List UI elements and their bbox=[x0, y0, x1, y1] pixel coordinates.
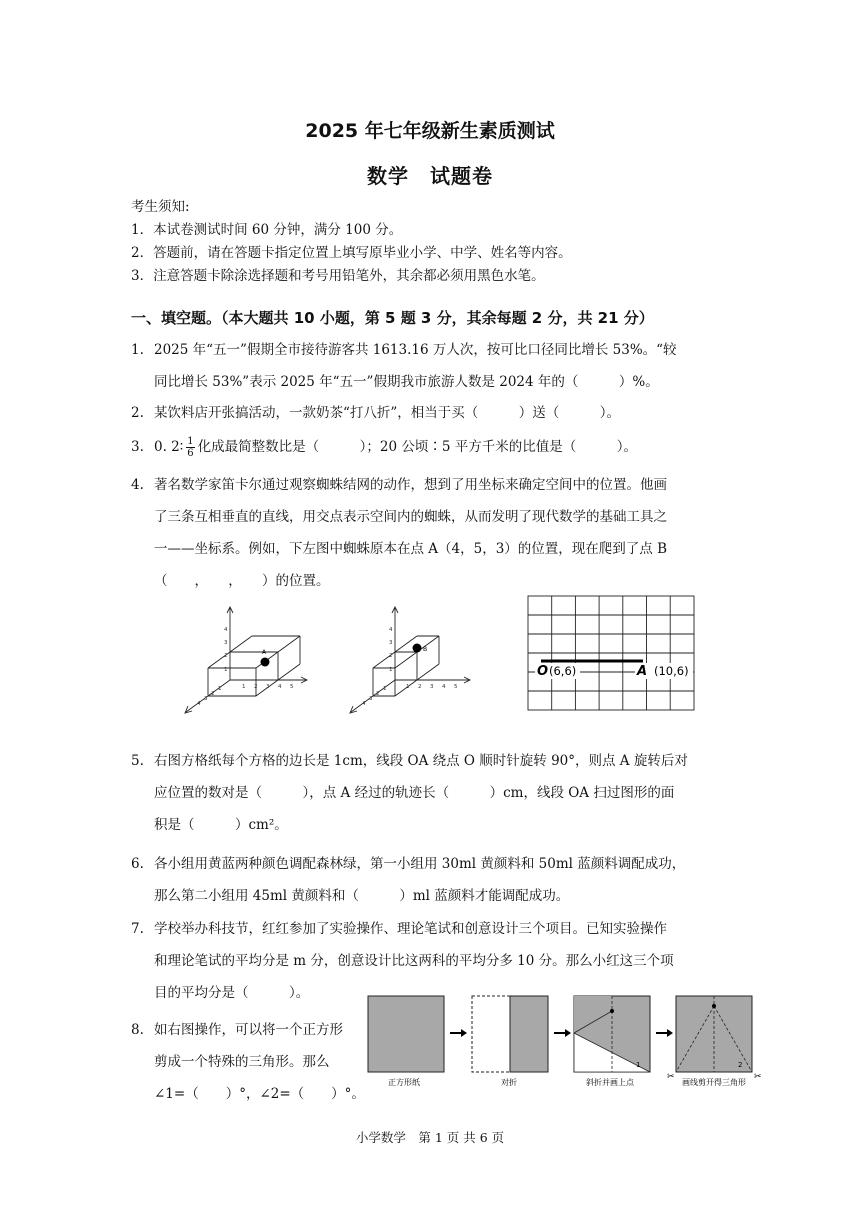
point-b-label: B bbox=[423, 646, 428, 653]
ratio-suffix: 化成最简整数比是（ ）；20 公顷∶5 平方千米的比值是（ ）。 bbox=[197, 439, 638, 455]
question-8 bbox=[131, 1014, 371, 1110]
question-text: 了三条互相垂直的直线，用交点表示空间内的蜘蛛，从而发明了现代数学的基础工具之 bbox=[154, 509, 667, 525]
exam-subtitle: 数学 试题卷 bbox=[367, 164, 493, 188]
question-6 bbox=[131, 848, 736, 912]
svg-text:4: 4 bbox=[442, 684, 446, 690]
arrow-icon bbox=[667, 1029, 673, 1037]
question-4 bbox=[131, 469, 736, 597]
question-2 bbox=[131, 397, 736, 429]
svg-text:2: 2 bbox=[389, 653, 393, 659]
question-text: 剪成一个特殊的三角形。那么 bbox=[154, 1054, 330, 1070]
ratio-prefix: 0. 2∶ bbox=[154, 439, 184, 455]
angle-2-label: 2 bbox=[738, 1061, 743, 1069]
question-1 bbox=[131, 334, 736, 398]
scissors-icon: ✂ bbox=[667, 1072, 675, 1082]
notice-item: 2．答题前，请在答题卡指定位置上填写原毕业小学、中学、姓名等内容。 bbox=[131, 245, 572, 261]
svg-text:2: 2 bbox=[418, 684, 422, 690]
question-number: 7. bbox=[131, 921, 144, 937]
question-text: 学校举办科技节，红红参加了实验操作、理论笔试和创意设计三个项目。已知实验操作 bbox=[154, 921, 667, 937]
question-text: 某饮料店开张搞活动，一款奶茶“打八折”，相当于买（ ）送（ ）。 bbox=[154, 405, 621, 421]
svg-text:4: 4 bbox=[362, 701, 366, 707]
angle-1-label: 1 bbox=[636, 1061, 641, 1069]
svg-text:1: 1 bbox=[383, 686, 387, 692]
question-text: 目的平均分是（ ）。 bbox=[154, 985, 310, 1001]
question-5 bbox=[131, 745, 736, 841]
svg-text:2: 2 bbox=[254, 684, 258, 690]
question-number: 2. bbox=[131, 405, 144, 421]
svg-text:4: 4 bbox=[197, 701, 201, 707]
step-caption: 正方形纸 bbox=[388, 1078, 420, 1087]
question-text: 和理论笔试的平均分是 m 分，创意设计比这两科的平均分多 10 分。那么小红这三个项 bbox=[154, 953, 674, 969]
arrow-icon bbox=[565, 1029, 571, 1037]
question-number: 6. bbox=[131, 856, 144, 872]
question-number: 5. bbox=[131, 753, 144, 769]
step-caption: 画线剪开得三角形 bbox=[682, 1078, 746, 1087]
question-text: 一——坐标系。例如，下左图中蜘蛛原本在点 A（4，5，3）的位置，现在爬到了点 B bbox=[154, 541, 668, 557]
question-text: 2025 年“五一”假期全市接待游客共 1613.16 万人次，按可比口径同比增长 53%。“较 bbox=[154, 342, 677, 358]
point-o-coord: (6,6) bbox=[549, 664, 577, 678]
arrow-icon bbox=[461, 1029, 467, 1037]
question-text: 著名数学家笛卡尔通过观察蜘蛛结网的动作，想到了用坐标来确定空间中的位置。他画 bbox=[154, 477, 667, 493]
svg-text:3: 3 bbox=[430, 684, 434, 690]
svg-text:1: 1 bbox=[389, 667, 393, 673]
step-caption: 对折 bbox=[501, 1078, 517, 1087]
notice-item: 1．本试卷测试时间 60 分钟，满分 100 分。 bbox=[131, 222, 403, 238]
svg-text:3: 3 bbox=[204, 696, 208, 702]
svg-text:4: 4 bbox=[224, 627, 228, 633]
fraction bbox=[186, 436, 194, 459]
question-text: 那么第二小组用 45ml 黄颜料和（ ）ml 蓝颜料才能调配成功。 bbox=[154, 888, 570, 904]
scissors-icon: ✂ bbox=[754, 1072, 762, 1082]
question-number: 1. bbox=[131, 342, 144, 358]
svg-text:1: 1 bbox=[406, 684, 410, 690]
exam-title: 2025 年七年级新生素质测试 bbox=[305, 120, 555, 142]
svg-text:1: 1 bbox=[218, 686, 222, 692]
step-caption: 斜折并画上点 bbox=[586, 1078, 634, 1087]
svg-text:1: 1 bbox=[224, 667, 228, 673]
svg-text:2: 2 bbox=[376, 691, 380, 697]
svg-text:3: 3 bbox=[369, 696, 373, 702]
question-number: 4. bbox=[131, 477, 144, 493]
point-b bbox=[413, 644, 422, 653]
point-a-label: A bbox=[637, 664, 648, 679]
square-paper bbox=[368, 996, 444, 1072]
section-heading: 一、填空题。（本大题共 10 小题，第 5 题 3 分，其余每题 2 分，共 21 分） bbox=[131, 309, 654, 327]
notice-heading: 考生须知: bbox=[131, 199, 190, 215]
grid-figure bbox=[527, 595, 697, 713]
svg-text:3: 3 bbox=[266, 684, 270, 690]
question-text: 同比增长 53%”表示 2025 年“五一”假期我市旅游人数是 2024 年的（ ）%。 bbox=[154, 374, 659, 390]
fraction-denominator: 6 bbox=[187, 448, 194, 459]
question-text bbox=[154, 431, 736, 463]
point-a bbox=[261, 658, 270, 667]
point-o-label: O bbox=[537, 664, 549, 679]
svg-text:5: 5 bbox=[290, 684, 294, 690]
page-footer: 小学数学 第 1 页 共 6 页 bbox=[355, 1130, 505, 1145]
svg-text:3: 3 bbox=[224, 640, 228, 646]
question-3 bbox=[131, 431, 736, 463]
svg-text:1: 1 bbox=[242, 684, 246, 690]
paper-folding-figure bbox=[364, 993, 762, 1093]
question-text: 右图方格纸每个方格的边长是 1cm，线段 OA 绕点 O 顺时针旋转 90°，则点 A 旋转后对 bbox=[154, 753, 688, 769]
question-text: ∠1=（ ）°，∠2=（ ）°。 bbox=[154, 1086, 365, 1102]
coordinate-figure-a bbox=[178, 604, 313, 716]
svg-text:4: 4 bbox=[278, 684, 282, 690]
question-number: 8. bbox=[131, 1022, 144, 1038]
point-a-coord: (10,6) bbox=[654, 664, 689, 678]
question-text: 如右图操作，可以将一个正方形 bbox=[154, 1022, 343, 1038]
question-text: 各小组用黄蓝两种颜色调配森林绿，第一小组用 30ml 黄颜料和 50ml 蓝颜料调配成功， bbox=[154, 856, 686, 872]
question-text: 积是（ ）cm²。 bbox=[154, 817, 288, 833]
question-text: 应位置的数对是（ ），点 A 经过的轨迹长（ ）cm，线段 OA 扫过图形的面 bbox=[154, 785, 675, 801]
coordinate-figure-b bbox=[345, 604, 475, 716]
notice-item: 3．注意答题卡除涂选择题和考号用铅笔外，其余都必须用黑色水笔。 bbox=[131, 268, 545, 284]
svg-text:3: 3 bbox=[389, 640, 393, 646]
fraction-numerator: 1 bbox=[187, 436, 194, 447]
svg-text:5: 5 bbox=[454, 684, 458, 690]
svg-text:2: 2 bbox=[211, 691, 215, 697]
question-text: （ ， ， ）的位置。 bbox=[154, 573, 330, 589]
question-number: 3. bbox=[131, 439, 144, 455]
point-a-label: A bbox=[262, 649, 267, 656]
svg-text:4: 4 bbox=[389, 627, 393, 633]
svg-text:2: 2 bbox=[224, 653, 228, 659]
